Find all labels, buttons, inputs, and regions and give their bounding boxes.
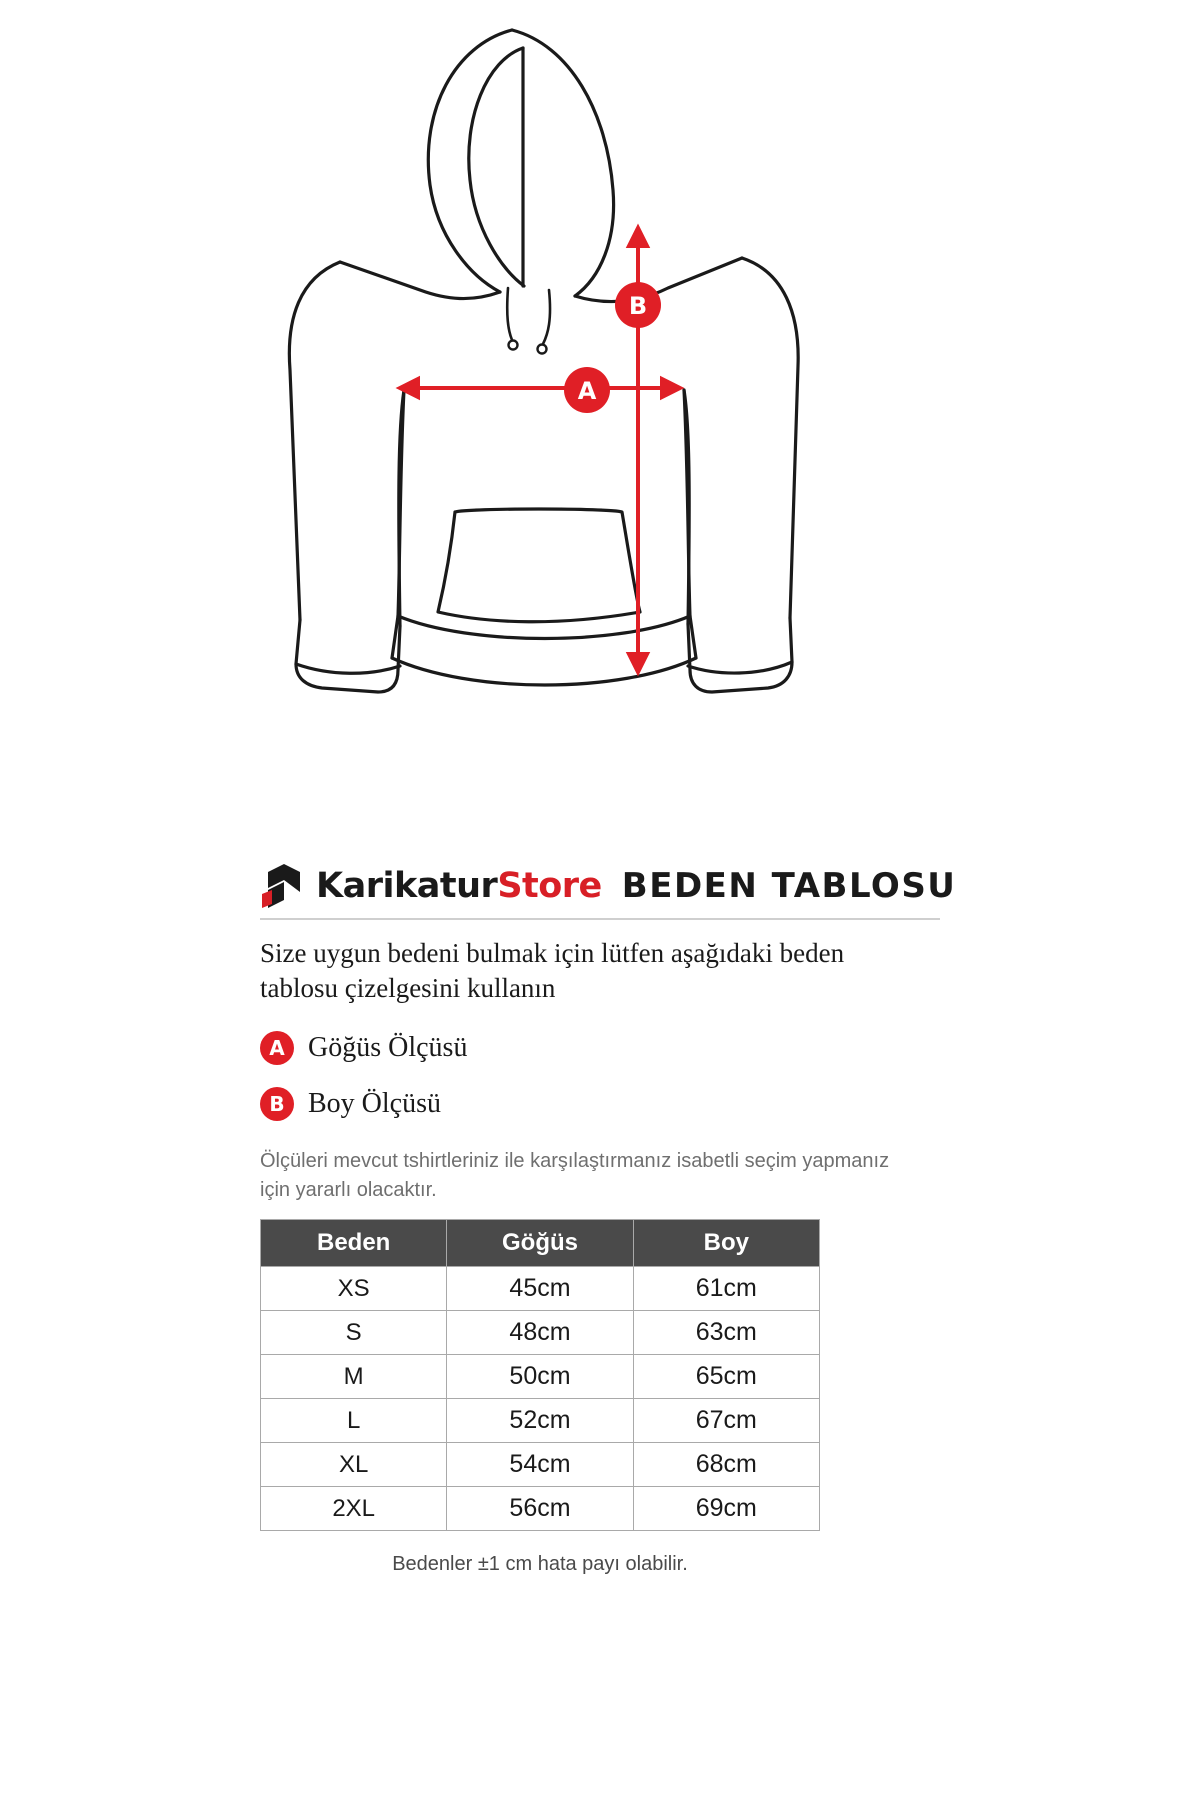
table-row: [261, 1267, 820, 1311]
brand-name-part1: Karikatur: [316, 866, 498, 906]
cell-length: 63cm: [633, 1311, 819, 1355]
legend-label-b: Boy Ölçüsü: [308, 1088, 441, 1120]
legend-label-a: Göğüs Ölçüsü: [308, 1032, 468, 1064]
brand-wordmark: [316, 866, 602, 906]
table-row: [261, 1487, 820, 1531]
column-header-boy: Boy: [633, 1220, 819, 1267]
column-header-beden: Beden: [261, 1220, 447, 1267]
table-row: [261, 1443, 820, 1487]
cell-length: 67cm: [633, 1399, 819, 1443]
legend-item-b: [260, 1087, 940, 1121]
svg-text:B: B: [628, 292, 648, 320]
divider: [260, 918, 940, 920]
cell-chest: 56cm: [447, 1487, 633, 1531]
cell-size: XL: [261, 1443, 447, 1487]
tolerance-footnote: Bedenler ±1 cm hata payı olabilir.: [392, 1553, 688, 1576]
marker-b-badge: [615, 282, 661, 328]
cell-chest: 52cm: [447, 1399, 633, 1443]
brand-name-part2: Store: [497, 866, 602, 906]
cell-size: XS: [261, 1267, 447, 1311]
comparison-note: Ölçüleri mevcut tshirtleriniz ile karşılaştırmanız isabetli seçim yapmanız için yararlı olacaktır.: [260, 1150, 890, 1202]
cell-length: 61cm: [633, 1267, 819, 1311]
badge-a-icon: A: [260, 1031, 294, 1065]
column-header-gogus: Göğüs: [447, 1220, 633, 1267]
cell-length: 69cm: [633, 1487, 819, 1531]
table-row: [261, 1355, 820, 1399]
cell-chest: 45cm: [447, 1267, 633, 1311]
cell-length: 65cm: [633, 1355, 819, 1399]
cell-size: L: [261, 1399, 447, 1443]
size-guide-panel: [260, 860, 957, 1576]
cell-chest: 48cm: [447, 1311, 633, 1355]
legend-item-a: [260, 1031, 940, 1065]
table-row: [261, 1311, 820, 1355]
cell-length: 68cm: [633, 1443, 819, 1487]
size-table: [260, 1219, 820, 1531]
marker-a-badge: [564, 367, 610, 413]
cell-size: M: [261, 1355, 447, 1399]
table-row: [261, 1399, 820, 1443]
cell-size: 2XL: [261, 1487, 447, 1531]
hoodie-measurement-diagram: [0, 0, 1200, 780]
cell-chest: 50cm: [447, 1355, 633, 1399]
table-header-row: [261, 1220, 820, 1267]
intro-text: Size uygun bedeni bulmak için lütfen aşağıdaki beden tablosu çizelgesini kullanın: [260, 938, 845, 1003]
brand-header: [260, 860, 957, 912]
karikaturstore-logo: [260, 860, 306, 912]
page-title: BEDEN TABLOSU: [621, 866, 957, 906]
cell-size: S: [261, 1311, 447, 1355]
cell-chest: 54cm: [447, 1443, 633, 1487]
svg-text:A: A: [577, 377, 597, 405]
badge-b-icon: B: [260, 1087, 294, 1121]
